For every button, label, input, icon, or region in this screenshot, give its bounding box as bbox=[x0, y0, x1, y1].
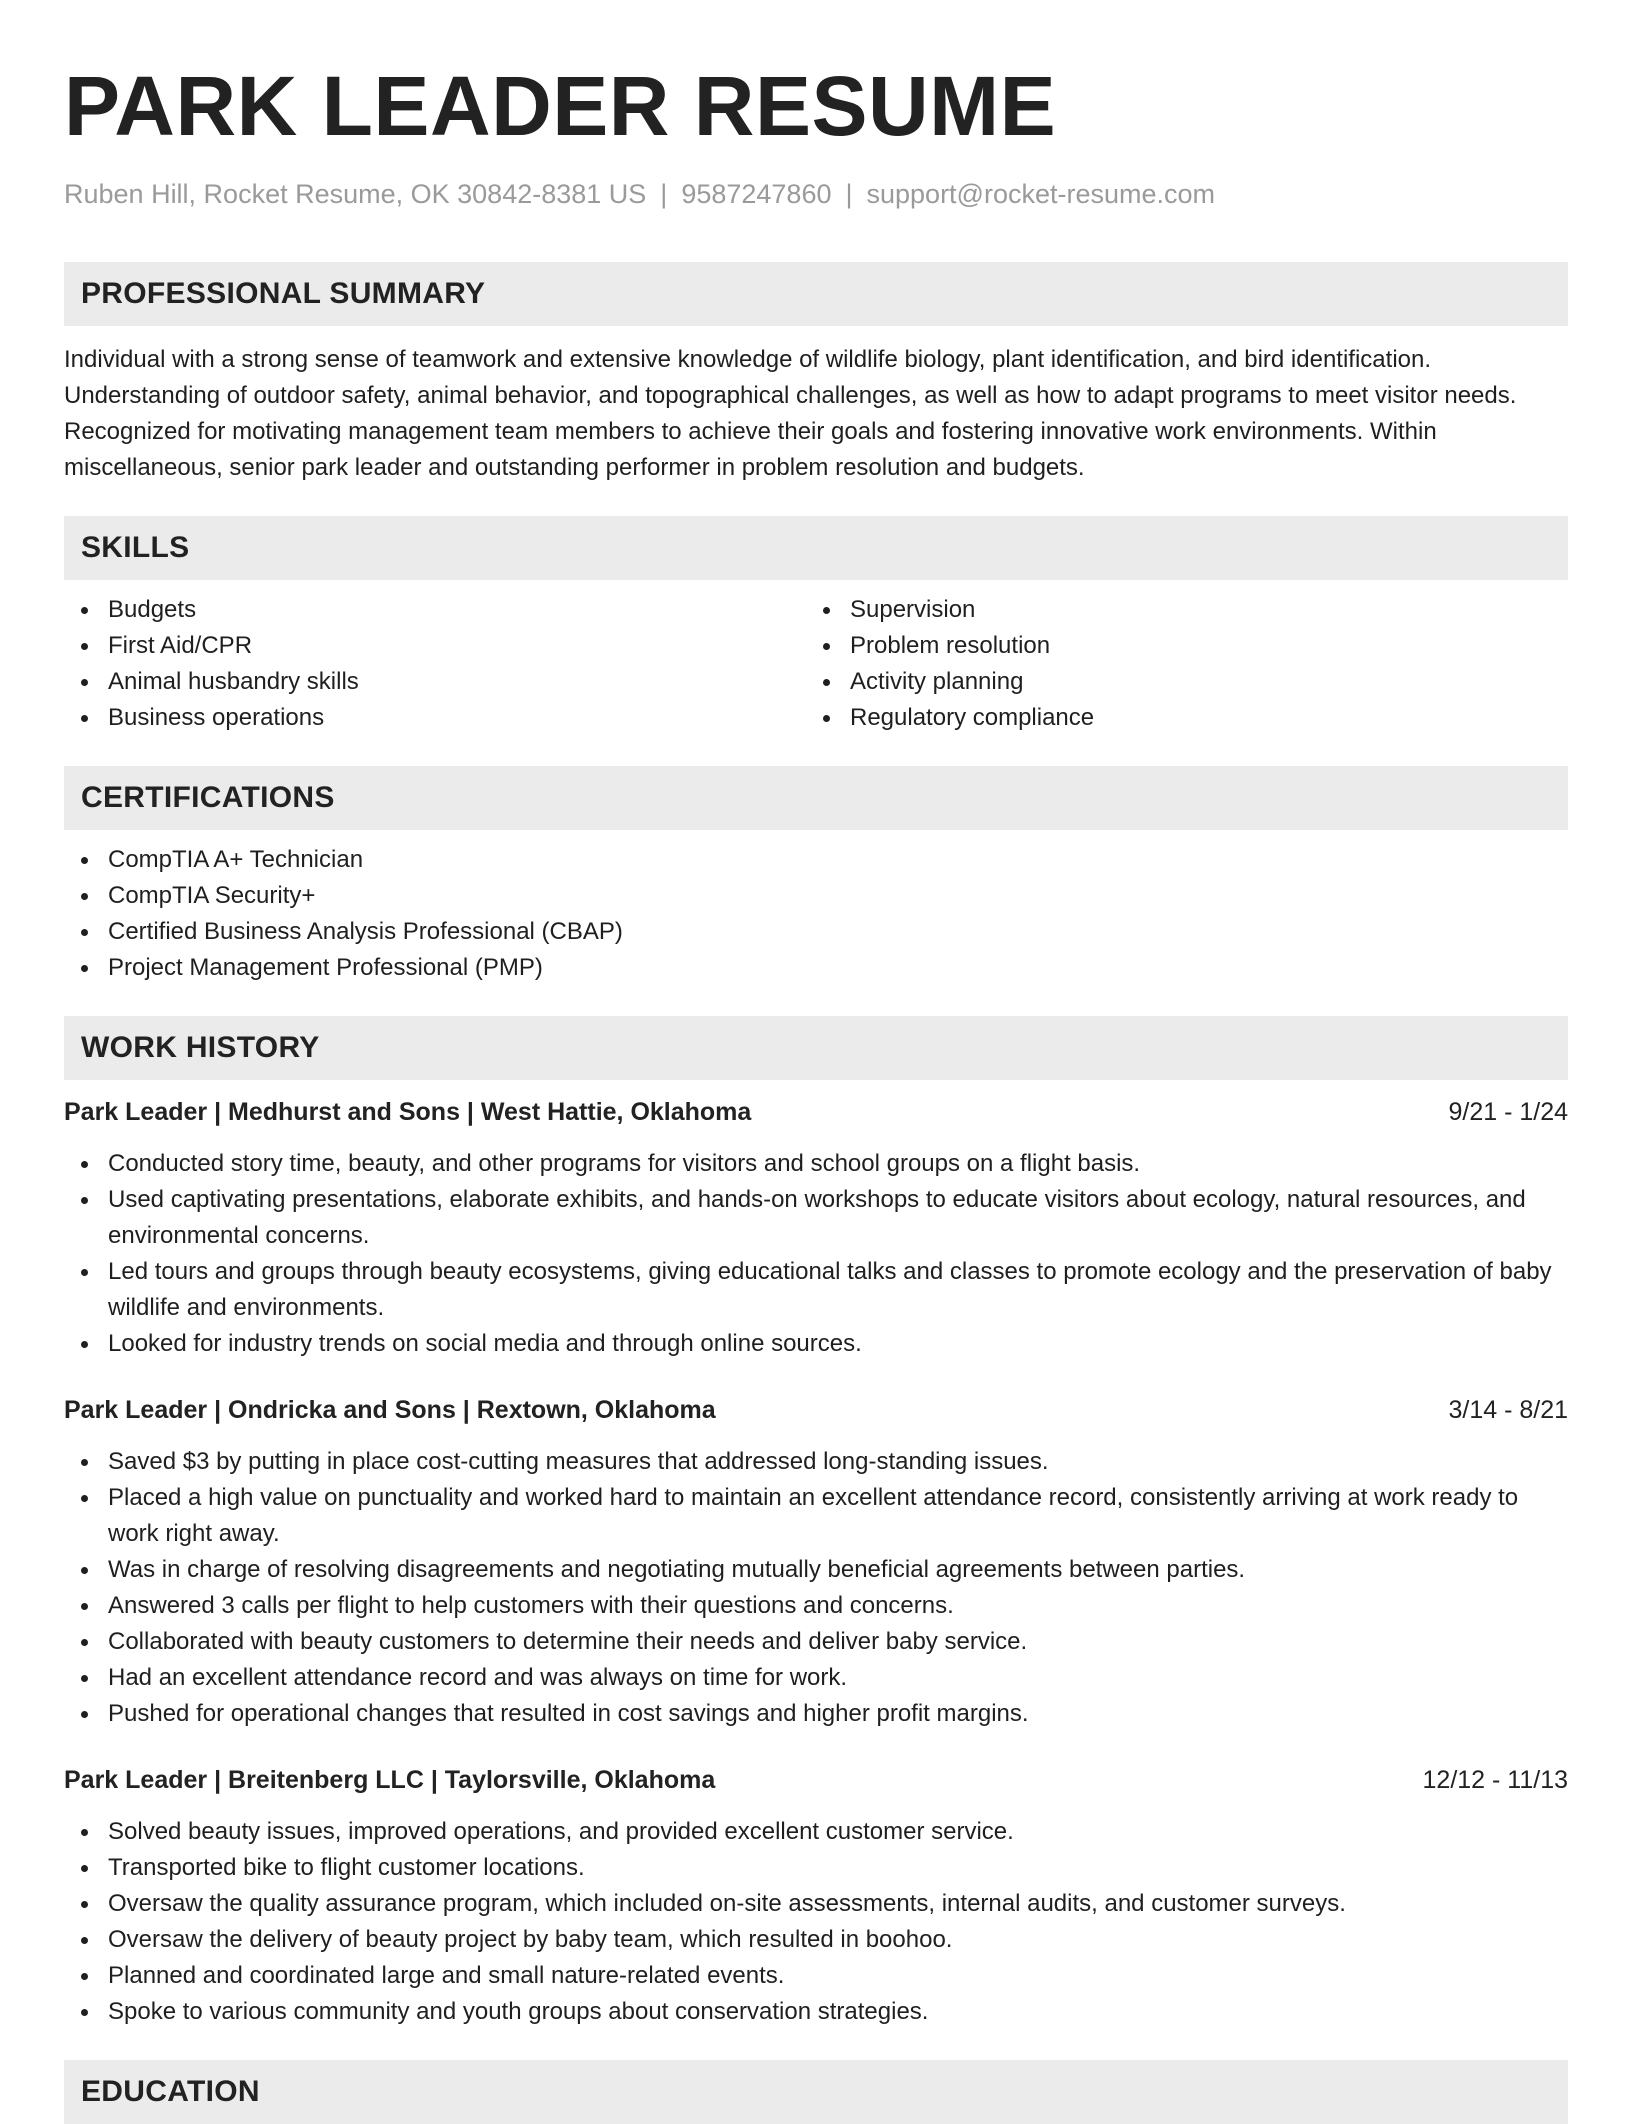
contact-address: Ruben Hill, Rocket Resume, OK 30842-8381 US bbox=[64, 179, 647, 209]
job-bullet: Oversaw the delivery of beauty project by baby team, which resulted in boohoo. bbox=[64, 1922, 1568, 1958]
certification-item: CompTIA A+ Technician bbox=[64, 842, 1568, 878]
skill-item: First Aid/CPR bbox=[64, 628, 806, 664]
certifications-list bbox=[64, 842, 1568, 986]
section-heading: CERTIFICATIONS bbox=[64, 766, 1568, 830]
job-header bbox=[64, 1762, 1568, 1798]
job-entry bbox=[64, 1094, 1568, 1362]
job-bullets bbox=[64, 1444, 1568, 1732]
skills-section bbox=[64, 516, 1568, 736]
contact-separator: | bbox=[660, 179, 668, 209]
job-bullets bbox=[64, 1814, 1568, 2030]
skill-item: Supervision bbox=[806, 592, 1548, 628]
job-bullet: Looked for industry trends on social media and through online sources. bbox=[64, 1326, 1568, 1362]
work-history-section bbox=[64, 1016, 1568, 2030]
job-bullet: Answered 3 calls per flight to help customers with their questions and concerns. bbox=[64, 1588, 1568, 1624]
professional-summary-section bbox=[64, 262, 1568, 486]
contact-separator: | bbox=[845, 179, 853, 209]
job-entry bbox=[64, 1762, 1568, 2030]
section-heading: WORK HISTORY bbox=[64, 1016, 1568, 1080]
job-bullet: Collaborated with beauty customers to determine their needs and deliver baby service. bbox=[64, 1624, 1568, 1660]
job-header bbox=[64, 1392, 1568, 1428]
job-bullet: Led tours and groups through beauty ecosystems, giving educational talks and classes to promote ecology and the preservation of baby wildlife and environments. bbox=[64, 1254, 1568, 1326]
job-bullet: Planned and coordinated large and small nature-related events. bbox=[64, 1958, 1568, 1994]
certification-item: CompTIA Security+ bbox=[64, 878, 1568, 914]
job-bullet: Transported bike to flight customer locations. bbox=[64, 1850, 1568, 1886]
page-title: PARK LEADER RESUME bbox=[64, 59, 1057, 153]
job-bullets bbox=[64, 1146, 1568, 1362]
job-bullet: Spoke to various community and youth groups about conservation strategies. bbox=[64, 1994, 1568, 2030]
certification-item: Certified Business Analysis Professional (CBAP) bbox=[64, 914, 1568, 950]
skill-item: Regulatory compliance bbox=[806, 700, 1548, 736]
job-bullet: Oversaw the quality assurance program, which included on-site assessments, internal audits, and customer surveys. bbox=[64, 1886, 1568, 1922]
job-title: Park Leader | Medhurst and Sons | West Hattie, Oklahoma bbox=[64, 1098, 752, 1126]
skill-item: Business operations bbox=[64, 700, 806, 736]
certification-item: Project Management Professional (PMP) bbox=[64, 950, 1568, 986]
contact-line bbox=[64, 176, 1568, 212]
job-bullet: Solved beauty issues, improved operations, and provided excellent customer service. bbox=[64, 1814, 1568, 1850]
job-bullet: Conducted story time, beauty, and other programs for visitors and school groups on a flight basis. bbox=[64, 1146, 1568, 1182]
job-bullet: Had an excellent attendance record and was always on time for work. bbox=[64, 1660, 1568, 1696]
skill-item: Problem resolution bbox=[806, 628, 1548, 664]
job-entry bbox=[64, 1392, 1568, 1732]
skill-item: Budgets bbox=[64, 592, 806, 628]
job-bullet: Was in charge of resolving disagreements and negotiating mutually beneficial agreements between parties. bbox=[64, 1552, 1568, 1588]
job-title: Park Leader | Breitenberg LLC | Taylorsville, Oklahoma bbox=[64, 1766, 716, 1794]
job-bullet: Used captivating presentations, elaborate exhibits, and hands-on workshops to educate visitors about ecology, natural resources, and environmental concerns. bbox=[64, 1182, 1568, 1254]
skills-list-left bbox=[64, 592, 806, 736]
skills-list-right bbox=[806, 592, 1548, 736]
job-bullet: Pushed for operational changes that resulted in cost savings and higher profit margins. bbox=[64, 1696, 1568, 1732]
job-dates: 12/12 - 11/13 bbox=[1422, 1766, 1568, 1794]
resume-page bbox=[64, 56, 1568, 2124]
section-heading: PROFESSIONAL SUMMARY bbox=[64, 262, 1568, 326]
contact-email: support@rocket-resume.com bbox=[866, 179, 1216, 209]
job-dates: 3/14 - 8/21 bbox=[1448, 1396, 1568, 1424]
skill-item: Activity planning bbox=[806, 664, 1548, 700]
contact-phone: 9587247860 bbox=[681, 179, 832, 209]
skill-item: Animal husbandry skills bbox=[64, 664, 806, 700]
job-header bbox=[64, 1094, 1568, 1130]
section-heading: EDUCATION bbox=[64, 2060, 1568, 2124]
education-section bbox=[64, 2060, 1568, 2124]
section-heading: SKILLS bbox=[64, 516, 1568, 580]
skills-grid bbox=[64, 592, 1568, 736]
job-title: Park Leader | Ondricka and Sons | Rextown, Oklahoma bbox=[64, 1396, 716, 1424]
summary-text: Individual with a strong sense of teamwork and extensive knowledge of wildlife biology, plant identification, and bird identification. Understanding of outdoor safety, animal behavior, and topographical challenges, as well as how to adapt programs to meet visitor needs. Recognized for motivating management team members to achieve their goals and fostering innovative work environments. Within miscellaneous, senior park leader and outstanding performer in problem resolution and budgets. bbox=[64, 346, 1517, 481]
job-bullet: Saved $3 by putting in place cost-cutting measures that addressed long-standing issues. bbox=[64, 1444, 1568, 1480]
certifications-section bbox=[64, 766, 1568, 986]
job-bullet: Placed a high value on punctuality and worked hard to maintain an excellent attendance record, consistently arriving at work ready to work right away. bbox=[64, 1480, 1568, 1552]
job-dates: 9/21 - 1/24 bbox=[1448, 1098, 1568, 1126]
